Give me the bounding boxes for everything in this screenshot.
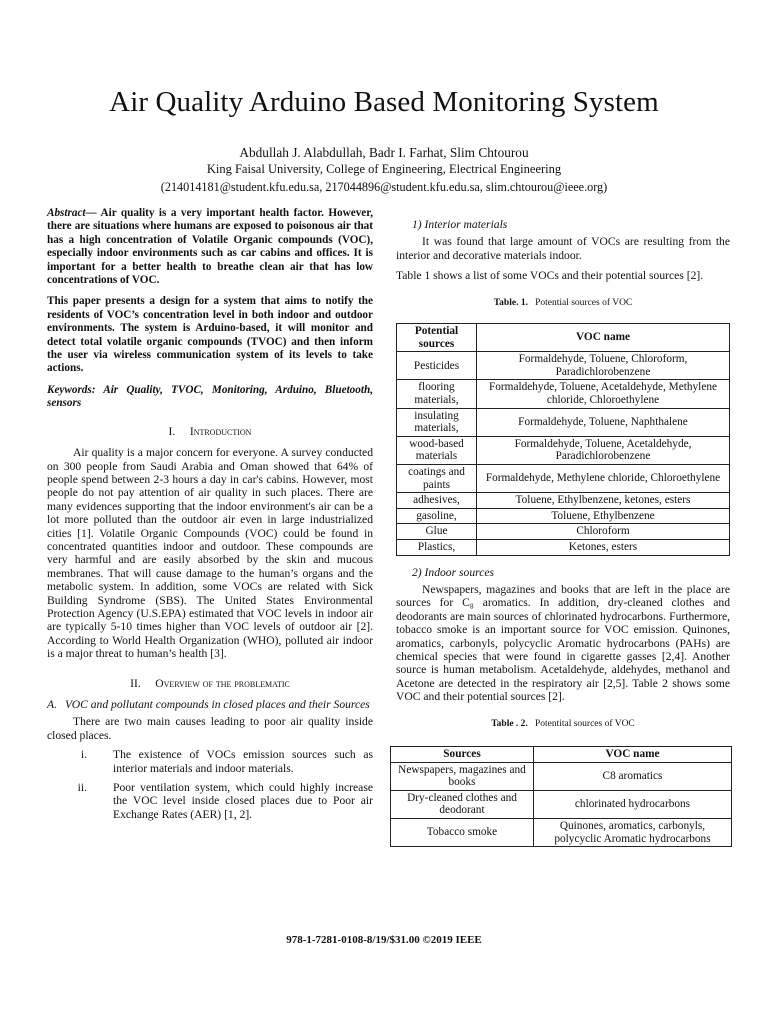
subsubsection-heading-indoor: 2) Indoor sources [412, 565, 495, 579]
table-cell: coatings and paints [397, 464, 477, 492]
table-cell: Plastics, [397, 539, 477, 555]
list-item [47, 781, 373, 821]
list-item-text: The existence of VOCs emission sources such as interior materials and indoor materials. [113, 748, 373, 775]
table-row [397, 539, 730, 555]
table-cell: Glue [397, 524, 477, 540]
abstract-label: Abstract— [47, 207, 97, 219]
list-item [47, 748, 373, 775]
table-row [391, 762, 732, 790]
table-cell: Formaldehyde, Toluene, Acetaldehyde, Paradichlorobenzene [477, 436, 730, 464]
table-2-caption [396, 718, 730, 731]
table-cell: gasoline, [397, 508, 477, 524]
interior-paragraph-2: Table 1 shows a list of some VOCs and their potential sources [2]. [396, 269, 704, 283]
copyright-footer: 978-1-7281-0108-8/19/$31.00 ©2019 IEEE [286, 934, 482, 946]
table-cell: Formaldehyde, Toluene, Chloroform, Paradichlorobenzene [477, 352, 730, 380]
table-cell: Toluene, Ethylbenzene, ketones, esters [477, 493, 730, 509]
table-2 [390, 746, 732, 847]
indoor-sources-body: Newspapers, magazines and books that are left in the place are sources for C₈ aromatics. In addition, dry-cleaned clothes and deodorants are main sources of chlorinated hydrocarbons. Furthermore, tobacco smoke is an important source for VOC emission. Quinones, aromatics, carbonyls, polycyclic Aromatic hydrocarbons (PAHs) are chemical species that were found in cigarette gasses [2,4]. Another source is human metabolism. Acetaldehyde, aldehydes, methanol and Acetone are detected in the respiratory air [2,5]. Table 2 shows some VOC and their potential sources [2]. [396, 582, 730, 704]
table-header-cell: Potential sources [397, 324, 477, 352]
table-row [397, 464, 730, 492]
author-emails: (214014181@student.kfu.edu.sa, 217044896@student.kfu.edu.sa, slim.chtourou@ieee.org) [160, 180, 608, 194]
table-cell: C8 aromatics [534, 762, 732, 790]
section-number: I. [168, 424, 176, 438]
abstract [47, 207, 373, 411]
table-1 [396, 323, 730, 556]
paper-title: Air Quality Arduino Based Monitoring System [109, 86, 659, 118]
subsubsection-heading-interior: 1) Interior materials [412, 218, 508, 231]
table-cell: Ketones, esters [477, 539, 730, 555]
table-1-caption [396, 297, 730, 310]
table-cell: Pesticides [397, 352, 477, 380]
section-title: Overview of the problematic [155, 676, 290, 690]
abstract-paragraph-2: This paper presents a design for a system that aims to notify the residents of VOC’s concentration level in both indoor and outdoor environments. The system is Arduino-based, it will monitor and detect total volatile organic compounds (TVOC) and then inform the user via wireless communication system of its levels to take actions. [47, 295, 373, 375]
section-number: II. [130, 676, 141, 690]
table-caption-text: Potential sources of VOC [535, 297, 633, 308]
list-item-number: ii. [77, 781, 87, 795]
right-column [396, 207, 730, 847]
table-cell: wood-based materials [397, 436, 477, 464]
table-cell: Chloroform [477, 524, 730, 540]
table-row [397, 524, 730, 540]
table-cell: Toluene, Ethylbenzene [477, 508, 730, 524]
table-cell: insulating materials, [397, 408, 477, 436]
subsection-label: A. [47, 698, 57, 711]
table-cell: Dry-cleaned clothes and deodorant [391, 790, 534, 818]
table-cell: Newspapers, magazines and books [391, 762, 534, 790]
list-item-text: Poor ventilation system, which could highly increase the VOC level inside closed places due to Poor air Exchange Rates (AER) [1, 2]. [113, 781, 373, 821]
affiliation: King Faisal University, College of Engineering, Electrical Engineering [206, 162, 562, 176]
table-cell: chlorinated hydrocarbons [534, 790, 732, 818]
table-caption-text: Potentital sources of VOC [534, 718, 635, 729]
table-cell: Tobacco smoke [391, 818, 534, 846]
section-heading-introduction [47, 425, 373, 438]
table-cell: flooring materials, [397, 380, 477, 408]
table-header-cell: VOC name [477, 324, 730, 352]
abstract-text: Air quality is a very important health factor. However, there are situations where humans are exposed to poisonous air that has a high concentration of Volatile Organic compounds (VOC), especially indoor environments such as car cabins and offices. It is important for a better health to breathe clean air that has low concentrations of VOC. [47, 207, 373, 287]
introduction-body: Air quality is a major concern for everyone. A survey conducted on 300 people from Saudi Arabia and Oman showed that 64% of people spend between 2-3 hours a day in car's cabins. However, most people do not pay attention of air quality in such places. There are many evidences supporting that the indoor environment's air can be a lot more polluted than the outdoor air even in large industrialized cities [1]. Volatile Organic Compounds (VOC) could be found in concentrated quantities indoor and outdoor. These compounds are very harmful and are easily absorbed by the skin and mucous membranes. That will cause damage to the human’s organs and the metabolic system. In addition, some VOCs are related with Sick Building Syndrome (SBS). The United States Environmental Protection Agency (U.S.EPA) estimated that VOC levels in indoor air are typically 5-10 times higher than VOC levels of outdoor air [2]. According to World Health Organization (WHO), polluted air indoor is a major threat to human’s health [3]. [47, 446, 373, 661]
table-row [397, 352, 730, 380]
keywords-label: Keywords: [47, 383, 96, 396]
left-column [47, 207, 373, 821]
table-header-row [391, 747, 732, 763]
table-cell: Formaldehyde, Toluene, Acetaldehyde, Methylene chloride, Chloroethylene [477, 380, 730, 408]
table-row [391, 790, 732, 818]
table-row [391, 818, 732, 846]
table-row [397, 508, 730, 524]
table-cell: Quinones, aromatics, carbonyls, polycyclic Aromatic hydrocarbons [534, 818, 732, 846]
table-row [397, 493, 730, 509]
table-row [397, 380, 730, 408]
table-cell: Formaldehyde, Toluene, Naphthalene [477, 408, 730, 436]
table-cell: Formaldehyde, Methylene chloride, Chloroethylene [477, 464, 730, 492]
table-header-row [397, 324, 730, 352]
table-header-cell: Sources [391, 747, 534, 763]
table-row [397, 436, 730, 464]
author-list: Abdullah J. Alabdullah, Badr I. Farhat, Slim Chtourou [239, 145, 529, 160]
section-title: Introduction [189, 424, 252, 438]
list-item-number: i. [80, 748, 87, 762]
interior-paragraph: It was found that large amount of VOCs are resulting from the interior and decorative materials indoor. [396, 235, 730, 262]
subsection-a-body: There are two main causes leading to poor air quality inside closed places. [47, 715, 373, 742]
subsection-title: VOC and pollutant compounds in closed places and their Sources [65, 698, 370, 711]
table-caption-label: Table . 2. [491, 718, 528, 729]
table-row [397, 408, 730, 436]
table-header-cell: VOC name [534, 747, 732, 763]
table-cell: adhesives, [397, 493, 477, 509]
keywords: Air Quality, TVOC, Monitoring, Arduino, Bluetooth, sensors [47, 383, 373, 410]
section-heading-overview [47, 677, 373, 690]
table-caption-label: Table. 1. [493, 297, 528, 308]
subsection-heading-a [47, 698, 373, 711]
